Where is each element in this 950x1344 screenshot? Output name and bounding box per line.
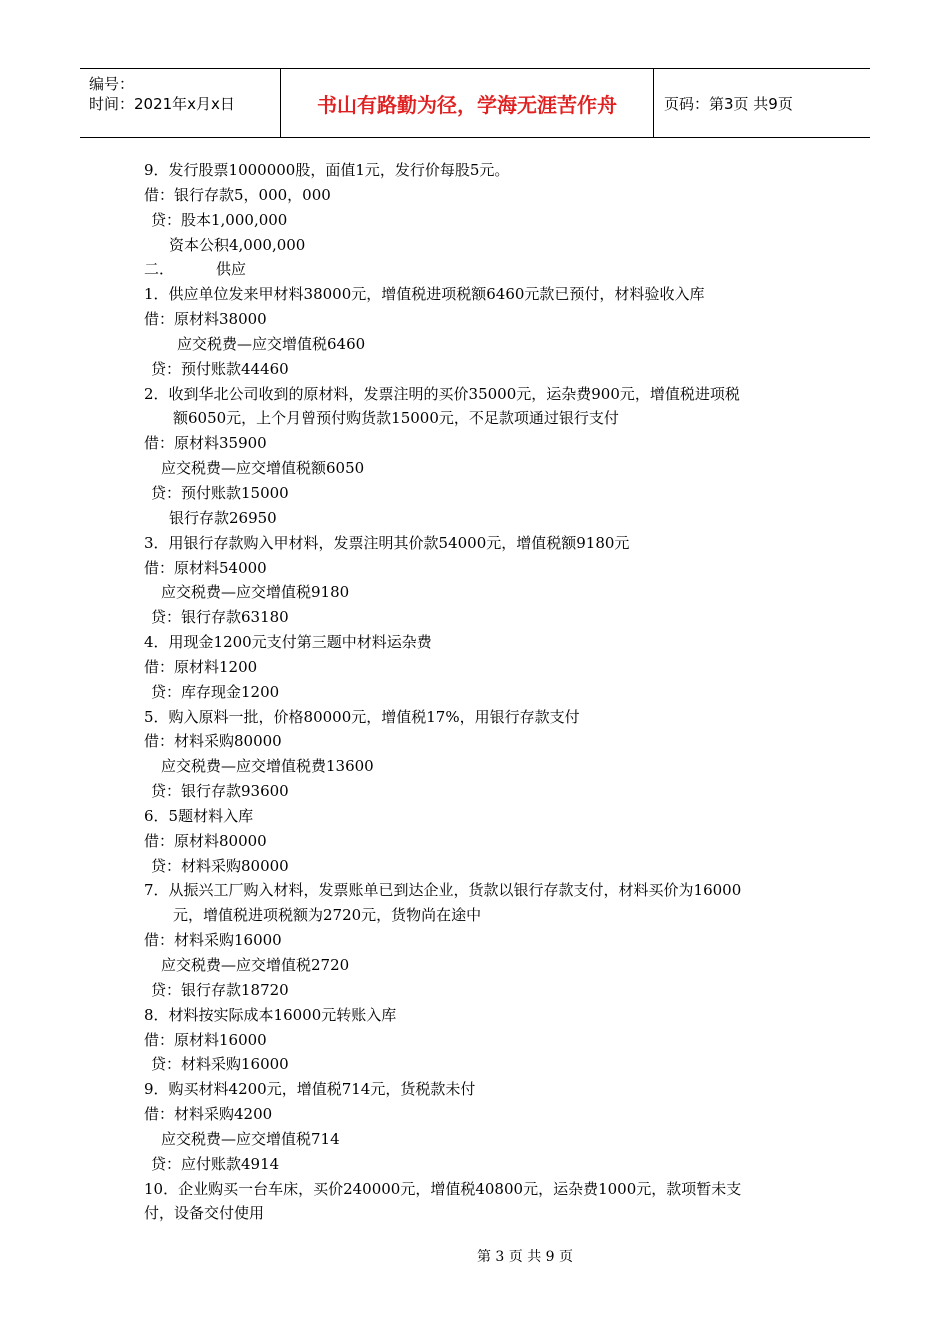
line-text: 借：原材料1200 (144, 657, 258, 676)
line-text: 借：材料采购16000 (144, 931, 282, 950)
line-text: 8．材料按实际成本16000元转账入库 (144, 1005, 397, 1024)
line-text: 应交税费—应交增值税6460 (177, 334, 366, 353)
text-line (144, 655, 814, 680)
line-text: 借：原材料35900 (144, 434, 267, 453)
line-text: 贷：材料采购80000 (151, 856, 289, 875)
text-line (144, 1152, 814, 1177)
text-line (144, 431, 814, 456)
line-text: 贷：库存现金1200 (151, 682, 280, 701)
text-line (144, 1201, 814, 1226)
text-line (144, 307, 814, 332)
line-text: 应交税费—应交增值税额6050 (161, 459, 365, 478)
text-line (144, 481, 814, 506)
text-line (144, 779, 814, 804)
text-line (144, 506, 814, 531)
line-text: 借：原材料80000 (144, 831, 267, 850)
text-line (144, 928, 814, 953)
line-text: 4．用现金1200元支付第三题中材料运杂费 (144, 633, 432, 652)
line-text: 借：原材料16000 (144, 1030, 267, 1049)
line-text: 贷：预付账款15000 (151, 483, 289, 502)
text-line (144, 605, 814, 630)
text-line (144, 754, 814, 779)
line-text: 贷：银行存款63180 (151, 608, 289, 627)
line-text: 借：原材料38000 (144, 310, 267, 329)
line-text: 3．用银行存款购入甲材料，发票注明其价款54000元，增值税额9180元 (144, 533, 630, 552)
text-line (144, 208, 814, 233)
text-line (144, 531, 814, 556)
line-text: 10．企业购买一台车床，买价240000元，增值税40800元，运杂费1000元，款项暂未支 (144, 1179, 742, 1198)
text-line (144, 878, 814, 903)
line-text: 应交税费—应交增值税2720 (161, 956, 350, 974)
text-line (144, 183, 814, 208)
text-line (144, 1102, 814, 1127)
line-text: 应交税费—应交增值税714 (161, 1129, 340, 1148)
text-line (144, 903, 814, 928)
line-text: 6．5题材料入库 (144, 806, 254, 825)
line-text: 借：原材料54000 (144, 558, 267, 577)
text-line (144, 729, 814, 754)
text-line (144, 829, 814, 854)
text-line (144, 282, 814, 307)
text-line (144, 257, 814, 282)
line-text: 9．购买材料4200元，增值税714元，货税款未付 (144, 1080, 476, 1099)
text-line (144, 705, 814, 730)
text-line (144, 1077, 814, 1102)
line-text: 二． (144, 260, 175, 279)
motto-text: 书山有路勤为径，学海无涯苦作舟 (317, 92, 617, 117)
line-text: 5．购入原料一批，价格80000元，增值税17%，用银行存款支付 (144, 707, 580, 726)
text-line (144, 978, 814, 1003)
text-line (144, 332, 814, 357)
line-text: 元，增值税进项税额为2720元，货物尚在途中 (173, 906, 482, 925)
text-line (144, 680, 814, 705)
line-text: 银行存款26950 (169, 508, 277, 527)
line-text: 2．收到华北公司收到的原材料，发票注明的买价35000元，运杂费900元，增值税进项税 (144, 384, 740, 403)
line-text: 额6050元，上个月曾预付购货款15000元，不足款项通过银行支付 (173, 409, 619, 428)
header-meta-cell (80, 69, 281, 137)
header-page-cell (654, 69, 870, 137)
header-motto-cell (281, 69, 654, 137)
line-text: 资本公积4,000,000 (169, 235, 306, 254)
text-line (144, 382, 814, 407)
number-label: 编号： (89, 75, 135, 93)
page-header (80, 68, 870, 138)
text-line (144, 1003, 814, 1028)
page-label: 页码：第3页 共9页 (664, 94, 793, 113)
footer-page-number: 第 3 页 共 9 页 (476, 1249, 574, 1265)
text-line (144, 630, 814, 655)
time-label: 时间：2021年x月x日 (89, 95, 235, 113)
text-line (144, 854, 814, 879)
text-line (144, 1028, 814, 1053)
text-line (144, 158, 814, 183)
line-text: 1．供应单位发来甲材料38000元，增值税进项税额6460元款已预付，材料验收入库 (144, 285, 705, 304)
text-line (144, 357, 814, 382)
text-line (144, 1052, 814, 1077)
line-text: 9．发行股票1000000股，面值1元，发行价每股5元。 (144, 161, 510, 179)
line-text: 借：材料采购4200 (144, 1105, 273, 1124)
line-text: 7．从振兴工厂购入材料，发票账单已到达企业，货款以银行存款支付，材料买价为16000 (144, 881, 742, 900)
text-line (144, 953, 814, 978)
line-text: 贷：预付账款44460 (151, 359, 289, 378)
line-text: 贷：应付账款4914 (151, 1154, 280, 1173)
line-text: 付，设备交付使用 (144, 1204, 265, 1223)
text-line (144, 456, 814, 481)
line-text: 贷：银行存款18720 (151, 980, 289, 999)
text-line (144, 580, 814, 605)
line-text: 应交税费—应交增值税费13600 (161, 757, 374, 776)
text-line (144, 556, 814, 581)
page-footer (0, 1246, 950, 1266)
line-text: 贷：银行存款93600 (151, 782, 289, 801)
line-text: 借：银行存款5，000，000 (144, 185, 331, 204)
text-line (144, 233, 814, 258)
line-text: 借：材料采购80000 (144, 732, 282, 751)
text-line (144, 1177, 814, 1202)
text-line (144, 1127, 814, 1152)
line-text: 贷：材料采购16000 (151, 1055, 289, 1074)
line-text: 贷：股本1,000,000 (151, 210, 288, 229)
text-line (144, 406, 814, 431)
line-text: 应交税费—应交增值税9180 (161, 583, 350, 602)
section-title: 供应 (216, 260, 247, 279)
text-line (144, 804, 814, 829)
document-body (144, 158, 814, 1226)
